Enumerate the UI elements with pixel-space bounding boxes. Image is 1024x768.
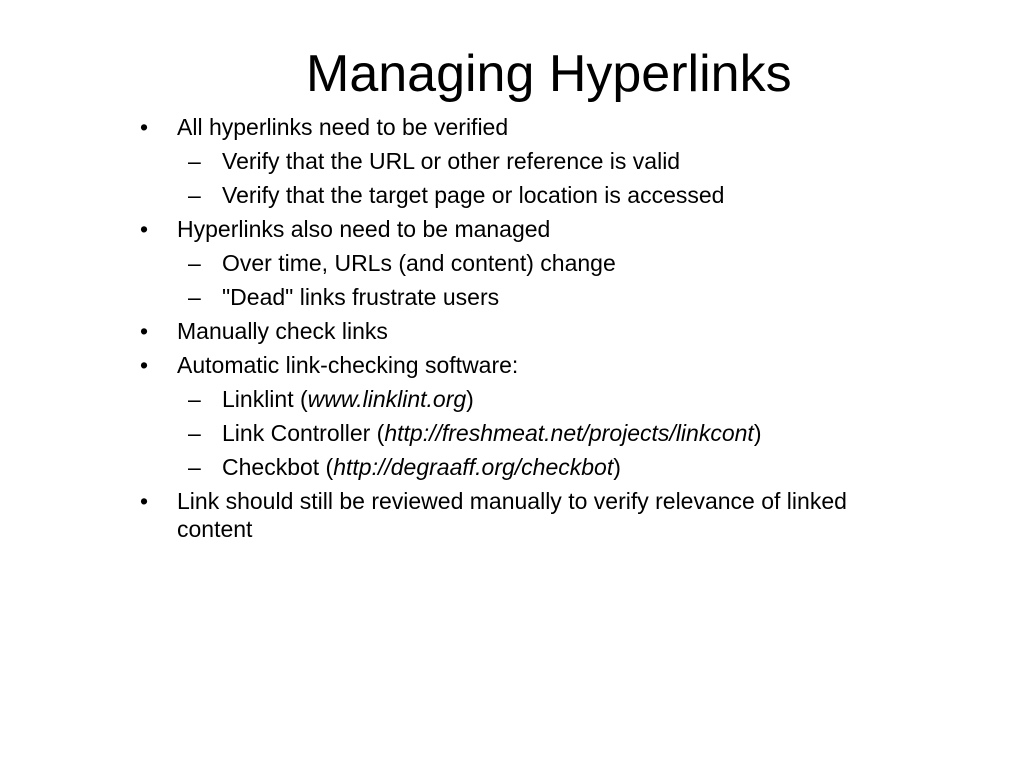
sub-bullet-marker: – — [188, 386, 201, 412]
bullet-text: All hyperlinks need to be verified — [177, 114, 509, 140]
tool-close-paren: ) — [753, 420, 762, 446]
bullet-item — [0, 110, 1024, 144]
bullet-item — [0, 314, 1024, 348]
sub-bullet-item — [0, 144, 1024, 178]
sub-bullet-marker: – — [188, 250, 201, 276]
sub-bullet-text: Over time, URLs (and content) change — [222, 250, 616, 276]
sub-bullet-text: Verify that the target page or location is accessed — [222, 182, 725, 208]
bullet-marker: • — [140, 352, 149, 378]
bullet-marker: • — [140, 318, 149, 344]
sub-bullet-marker: – — [188, 454, 201, 480]
tool-close-paren: ) — [466, 386, 474, 412]
bullet-text-line-1: Link should still be reviewed manually to verify relevance of linked — [177, 488, 847, 514]
bullet-text: Automatic link-checking software: — [177, 352, 519, 378]
bullet-marker: • — [140, 488, 149, 514]
tool-url: www.linklint.org — [307, 386, 467, 412]
tool-name: Link Controller ( — [222, 420, 385, 446]
slide-title: Managing Hyperlinks — [306, 45, 792, 103]
sub-bullet-marker: – — [188, 148, 201, 174]
tool-name: Checkbot ( — [222, 454, 334, 480]
sub-bullet-marker: – — [188, 182, 201, 208]
sub-bullet-text: "Dead" links frustrate users — [222, 284, 500, 310]
sub-bullet-marker: – — [188, 420, 201, 446]
sub-bullet-item — [0, 416, 1024, 450]
bullet-item — [0, 212, 1024, 246]
sub-bullet-item — [0, 246, 1024, 280]
sub-bullet-item — [0, 178, 1024, 212]
sub-bullet-item — [0, 280, 1024, 314]
tool-name: Linklint ( — [222, 386, 308, 412]
tool-close-paren: ) — [613, 454, 621, 480]
tool-url: http://freshmeat.net/projects/linkcont — [384, 420, 754, 446]
bullet-item — [0, 348, 1024, 382]
bullet-marker: • — [140, 216, 149, 242]
sub-bullet-text: Verify that the URL or other reference is valid — [222, 148, 681, 174]
bullet-item — [0, 487, 957, 543]
bullet-marker: • — [140, 114, 149, 140]
bullet-text-line-2: content — [177, 516, 253, 542]
bullet-text: Hyperlinks also need to be managed — [177, 216, 551, 242]
sub-bullet-item — [0, 450, 1024, 484]
sub-bullet-marker: – — [188, 284, 201, 310]
bullet-list — [0, 110, 1024, 543]
tool-url: http://degraaff.org/checkbot — [333, 454, 614, 480]
bullet-text: Manually check links — [177, 318, 388, 344]
sub-bullet-item — [0, 382, 1024, 416]
